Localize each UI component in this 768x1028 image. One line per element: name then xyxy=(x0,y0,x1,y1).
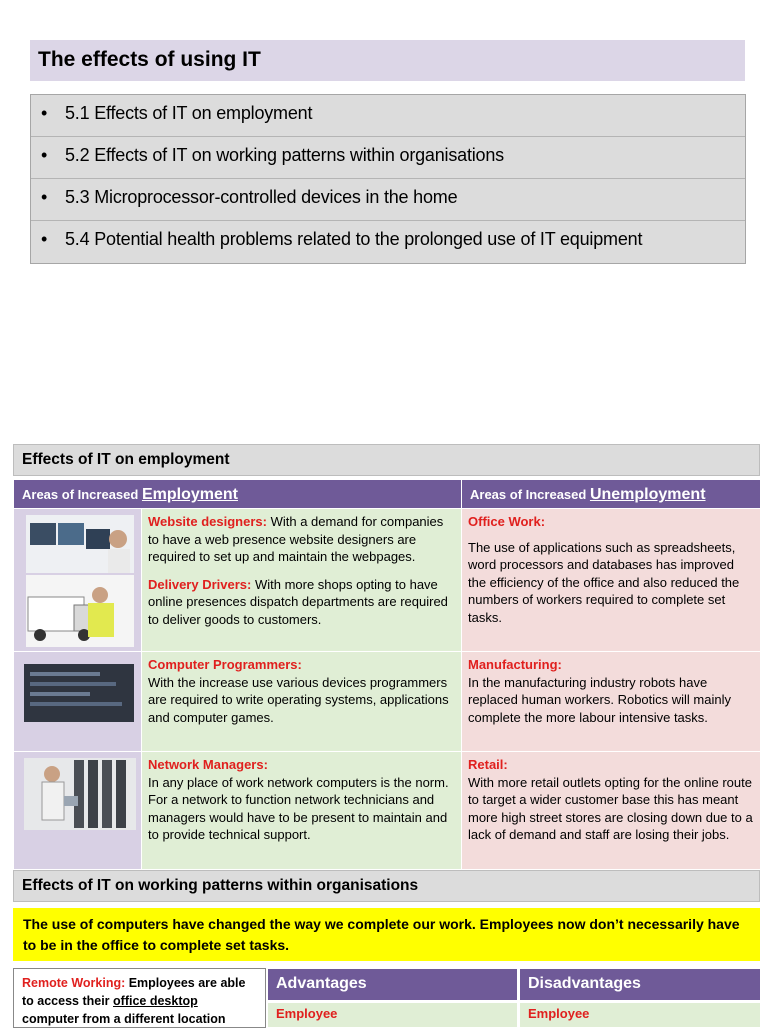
website-designer-photo xyxy=(14,509,141,651)
advantages-employee-label: Employee xyxy=(268,1003,517,1027)
topic-label: 5.2 Effects of IT on working patterns within organisations xyxy=(65,145,504,165)
increased-employment-header: Areas of Increased Employment xyxy=(14,480,462,509)
topic-list xyxy=(30,94,746,264)
row2-employment-text: Computer Programmers: With the increase use various devices programmers are required to write operating systems, applications and computer games. xyxy=(142,652,462,752)
disadvantages-employee-label: Employee xyxy=(520,1003,760,1027)
row3-employment-text: Network Managers: In any place of work network computers is the norm. For a network to function network technicians and managers would have to be present to maintain and to provide technical support. xyxy=(142,752,462,870)
row2-unemployment-text: Manufacturing: In the manufacturing industry robots have replaced human workers. Robotics will mainly complete the more labour intensive tasks. xyxy=(462,652,761,752)
list-item xyxy=(31,137,745,179)
row1-unemployment-text: Office Work: The use of applications such as spreadsheets, word processors and databases has improved the efficiency of the office and also reduced the numbers of workers required to complete set tasks. xyxy=(462,509,761,652)
bullet: • xyxy=(41,187,48,207)
advantages-header: Advantages xyxy=(268,969,517,1000)
row3-image xyxy=(14,752,142,870)
row3-unemployment-text: Retail: With more retail outlets opting for the online route to target a wider customer base this has meant more high street stores are closing down due to a lack of demand and staff are losing their jobs. xyxy=(462,752,761,870)
bullet: • xyxy=(41,145,48,165)
disadvantages-header: Disadvantages xyxy=(520,969,760,1000)
network-manager-photo xyxy=(14,752,142,864)
working-patterns-section-header: Effects of IT on working patterns within organisations xyxy=(13,870,760,902)
list-item xyxy=(31,95,745,137)
employment-table xyxy=(13,479,761,870)
working-patterns-intro: The use of computers have changed the way we complete our work. Employees now don’t necessarily have to be in the office to complete set tasks. xyxy=(13,908,760,961)
bullet: • xyxy=(41,103,48,123)
programmer-photo xyxy=(14,652,142,746)
topic-label: 5.1 Effects of IT on employment xyxy=(65,103,313,123)
list-item xyxy=(31,179,745,221)
topic-label: 5.4 Potential health problems related to the prolonged use of IT equipment xyxy=(65,229,643,249)
employment-section-header: Effects of IT on employment xyxy=(13,444,760,476)
topic-label: 5.3 Microprocessor-controlled devices in the home xyxy=(65,187,458,207)
row1-employment-text: Website designers: With a demand for companies to have a web presence website designers are required to set up and maintain the webpages. Delivery Drivers: With more shops opting to have online presences dispatch departments are required to deliver goods to customers. xyxy=(142,509,462,652)
increased-unemployment-header: Areas of Increased Unemployment xyxy=(462,480,761,509)
bullet: • xyxy=(41,229,48,249)
remote-working-box: Remote Working: Employees are able to access their office desktop computer from a different location xyxy=(13,968,266,1028)
list-item xyxy=(31,221,745,263)
row2-image xyxy=(14,652,142,752)
slide-title: The effects of using IT xyxy=(30,40,745,81)
row1-images xyxy=(14,509,142,652)
